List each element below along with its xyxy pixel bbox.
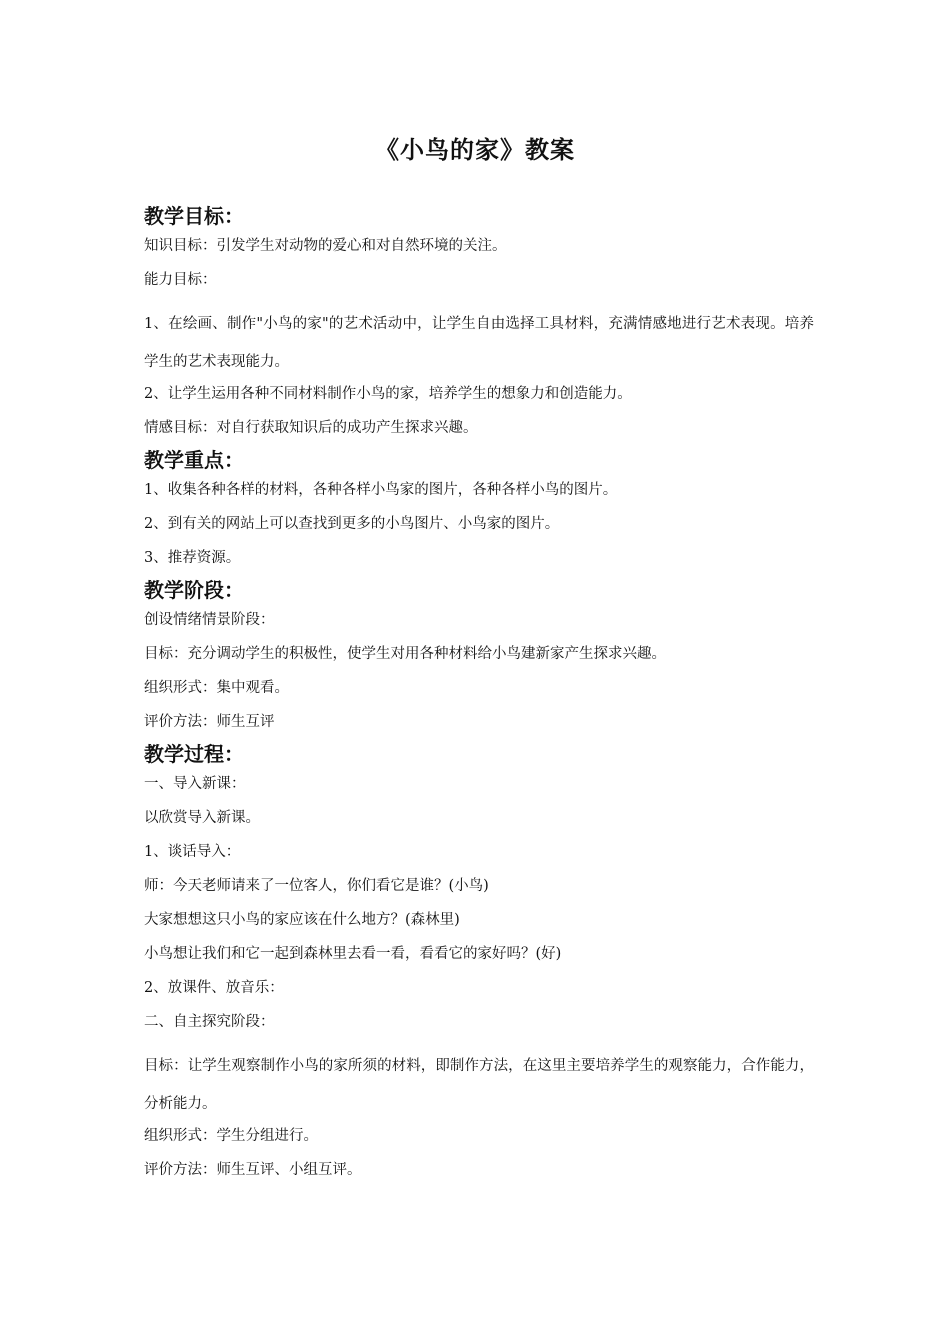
- section-heading-key-points: 教学重点：: [144, 448, 244, 472]
- paragraph: 目标：让学生观察制作小鸟的家所须的材料，即制作方法，在这里主要培养学生的观察能力，合作能力，分析能力。: [144, 1058, 814, 1112]
- paragraph: 3、推荐资源。: [144, 550, 241, 566]
- section-heading-objectives: 教学目标：: [144, 204, 244, 228]
- paragraph: 知识目标：引发学生对动物的爱心和对自然环境的关注。: [144, 238, 507, 254]
- document-title: 《小鸟的家》教案: [375, 136, 575, 164]
- paragraph: 能力目标：: [144, 272, 217, 288]
- paragraph: 2、放课件、放音乐：: [144, 980, 284, 996]
- document-body: [144, 203, 814, 1195]
- section-heading-stages: 教学阶段：: [144, 578, 244, 602]
- paragraph: 1、在绘画、制作"小鸟的家"的艺术活动中，让学生自由选择工具材料，充满情感地进行艺术表现。培养学生的艺术表现能力。: [144, 316, 814, 370]
- paragraph: 组织形式：集中观看。: [144, 680, 289, 696]
- paragraph: 2、到有关的网站上可以查找到更多的小鸟图片、小鸟家的图片。: [144, 516, 560, 532]
- paragraph: 小鸟想让我们和它一起到森林里去看一看，看看它的家好吗？(好): [144, 946, 562, 962]
- paragraph: 情感目标：对自行获取知识后的成功产生探求兴趣。: [144, 420, 478, 436]
- paragraph: 1、谈话导入：: [144, 844, 241, 860]
- paragraph: 组织形式：学生分组进行。: [144, 1128, 318, 1144]
- paragraph: 2、让学生运用各种不同材料制作小鸟的家，培养学生的想象力和创造能力。: [144, 386, 632, 402]
- paragraph: 大家想想这只小鸟的家应该在什么地方？(森林里): [144, 912, 460, 928]
- paragraph: 评价方法：师生互评、小组互评。: [144, 1162, 362, 1178]
- paragraph: 二、自主探究阶段：: [144, 1014, 275, 1030]
- paragraph: 师：今天老师请来了一位客人，你们看它是谁？(小鸟): [144, 878, 489, 894]
- paragraph: 一、导入新课：: [144, 776, 246, 792]
- section-heading-process: 教学过程：: [144, 742, 244, 766]
- paragraph: 创设情绪情景阶段：: [144, 612, 275, 628]
- paragraph: 以欣赏导入新课。: [144, 810, 260, 826]
- paragraph: 1、收集各种各样的材料，各种各样小鸟家的图片，各种各样小鸟的图片。: [144, 482, 618, 498]
- paragraph: 评价方法：师生互评: [144, 714, 275, 730]
- paragraph: 目标：充分调动学生的积极性，使学生对用各种材料给小鸟建新家产生探求兴趣。: [144, 646, 666, 662]
